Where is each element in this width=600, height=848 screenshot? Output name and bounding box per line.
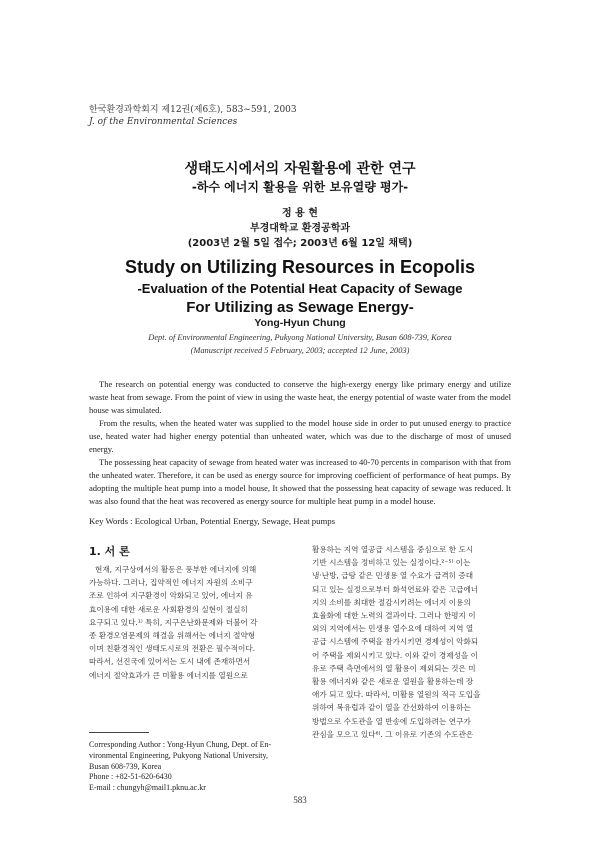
page-number: 583 [293, 795, 307, 805]
body-right-column [312, 543, 514, 741]
text-line: 기반 시스템을 정비하고 있는 실정이다.²⁻⁵⁾ 이는 [312, 558, 471, 568]
abstract [89, 378, 511, 508]
text-line: 위하여 복유럽과 같이 열을 간선화하여 이용하는 [312, 703, 471, 713]
text-line: 활용 에너지와 같은 새로운 열원을 활용하는데 장 [312, 677, 474, 687]
english-title-line1: Study on Utilizing Resources in Ecopolis [124, 257, 476, 277]
text-line: 냉·난방, 급탕 같은 민생용 열 수요가 급격히 증대 [312, 571, 474, 581]
right-column-text [312, 543, 514, 741]
english-affiliation-block [0, 331, 600, 357]
keywords: Key Words : Ecological Urban, Potential Energy, Sewage, Heat pumps [89, 516, 335, 526]
text-line: 효율화에 대한 노력의 결과이다. 그러나 한평지 이 [312, 611, 476, 621]
section-heading: 1. 서 론 [89, 545, 130, 558]
korean-author-block [0, 206, 600, 251]
text-line: 지의 소비를 최대한 절감시키려는 에너지 이용의 [312, 597, 471, 607]
text-line: 애가 되고 있다. 따라서, 미활용 열원의 적극 도입을 [312, 690, 481, 700]
text-line: 요구되고 있다.¹⁾ 특히, 지구온난화문제와 더불어 각 [89, 617, 258, 627]
text-line: 이며 친환경적인 생태도시로의 전환은 필수적이다. [89, 644, 256, 654]
english-dates: (Manuscript received 5 February, 2003; accepted 12 June, 2003) [190, 346, 410, 355]
english-title-line3: For Utilizing as Sewage Energy- [186, 299, 414, 316]
text-line: 유로 주택 측면에서의 열 활용이 제외되는 것은 미 [312, 663, 476, 673]
text-line: 활용하는 지역 열공급 시스템을 중심으로 한 도시 [312, 545, 474, 554]
journal-header [89, 104, 297, 128]
journal-citation-kr: 한국환경과학회지 제12권(제6호), 583~591, 2003 [89, 105, 297, 115]
text-line: 되고 있는 실정으로부터 화석연료와 같은 고급에너 [312, 584, 479, 594]
abstract-paragraph: The possessing heat capacity of sewage from heated water was increased to 40-70 percents in comparison with that from the unheated water. Therefore, it can be used as energy source for improving coefficient of performance of heat pumps. By adopting the multiple heat pump into a model house, It showed that the possessing heat capacity of sewage was reduced. It was also found that the heat was recovered as energy source for multiple heat pump in a model house. [89, 457, 511, 506]
korean-subtitle: -하수 에너지 활용을 위한 보유열량 평가- [191, 180, 409, 194]
korean-title: 생태도시에서의 자원활용에 관한 연구 [184, 161, 416, 177]
english-title [0, 258, 600, 317]
footnote-line: Busan 608-739, Korea [89, 761, 162, 771]
english-title-line2: -Evaluation of the Potential Heat Capacity of Sewage [137, 281, 463, 296]
abstract-paragraph: The research on potential energy was conducted to conserve the high-exergy energy like primary energy and utilize waste heat from sewage. From the point of view in using the waste heat, the energy potential of waste water from the model house was simulated. [89, 379, 511, 415]
text-line: 따라서, 선진국에 있어서는 도시 내에 존재하면서 [89, 657, 251, 667]
korean-affiliation: 부경대학교 환경공학과 [249, 223, 351, 234]
footnote-line: Phone : +82-51-620-6430 [89, 772, 172, 782]
english-author-name: Yong-Hyun Chung [254, 317, 346, 329]
footnote [89, 740, 299, 794]
footnote-line: vironmental Engineering, Pukyong National University, [89, 750, 269, 760]
korean-author-name: 정 용 현 [282, 208, 318, 219]
text-line: 관심을 모으고 있다⁶⁾. 그 이유로 기존의 수도관은 [312, 729, 474, 739]
footnote-line: E-mail : chungyh@mail1.pknu.ac.kr [89, 783, 206, 793]
text-line: 효이용에 대한 새로운 사회환경의 실현이 절실히 [89, 604, 248, 614]
left-column-text [89, 563, 293, 682]
text-line: 종 환경오염문제의 해결을 위해서는 에너지 절약형 [89, 631, 256, 641]
text-line: 외의 지역에서는 민생용 열수요에 대하여 지역 열 [312, 624, 474, 634]
text-line: 조로 인하여 지구환경이 악화되고 있어, 에너지 유 [89, 591, 253, 601]
text-line: 에너지 절약효과가 큰 미활용 에너지를 열원으로 [89, 670, 248, 680]
journal-name-en: J. of the Environmental Sciences [89, 117, 238, 127]
text-line: 방법으로 수도관을 열 반송에 도입하려는 연구가 [312, 716, 471, 726]
abstract-paragraph: From the results, when the heated water was supplied to the model house side in order to put unused energy to practice use, heated water had higher energy potential than unheated water, which was due to the discharge of most of unused energy. [89, 418, 511, 454]
text-line: 현재, 지구상에서의 활동은 풍부한 에너지에 의해 [95, 565, 257, 574]
text-line: 가능하다. 그러나, 집약적인 에너지 자원의 소비구 [89, 578, 253, 588]
footnote-divider [89, 732, 149, 733]
text-line: 공급 시스템에 주택을 참가시키면 경제성이 악화되 [312, 637, 479, 647]
text-line: 어 주택을 제외시키고 있다. 이와 같이 경제성을 이 [312, 650, 479, 660]
footnote-line: Corresponding Author : Yong-Hyun Chung, Dept. of En- [89, 740, 272, 749]
english-affiliation: Dept. of Environmental Engineering, Pukyong National University, Busan 608-739, Korea [148, 333, 452, 342]
korean-dates: (2003년 2월 5일 접수; 2003년 6월 12일 채택) [187, 238, 413, 249]
body-left-column [89, 543, 293, 682]
